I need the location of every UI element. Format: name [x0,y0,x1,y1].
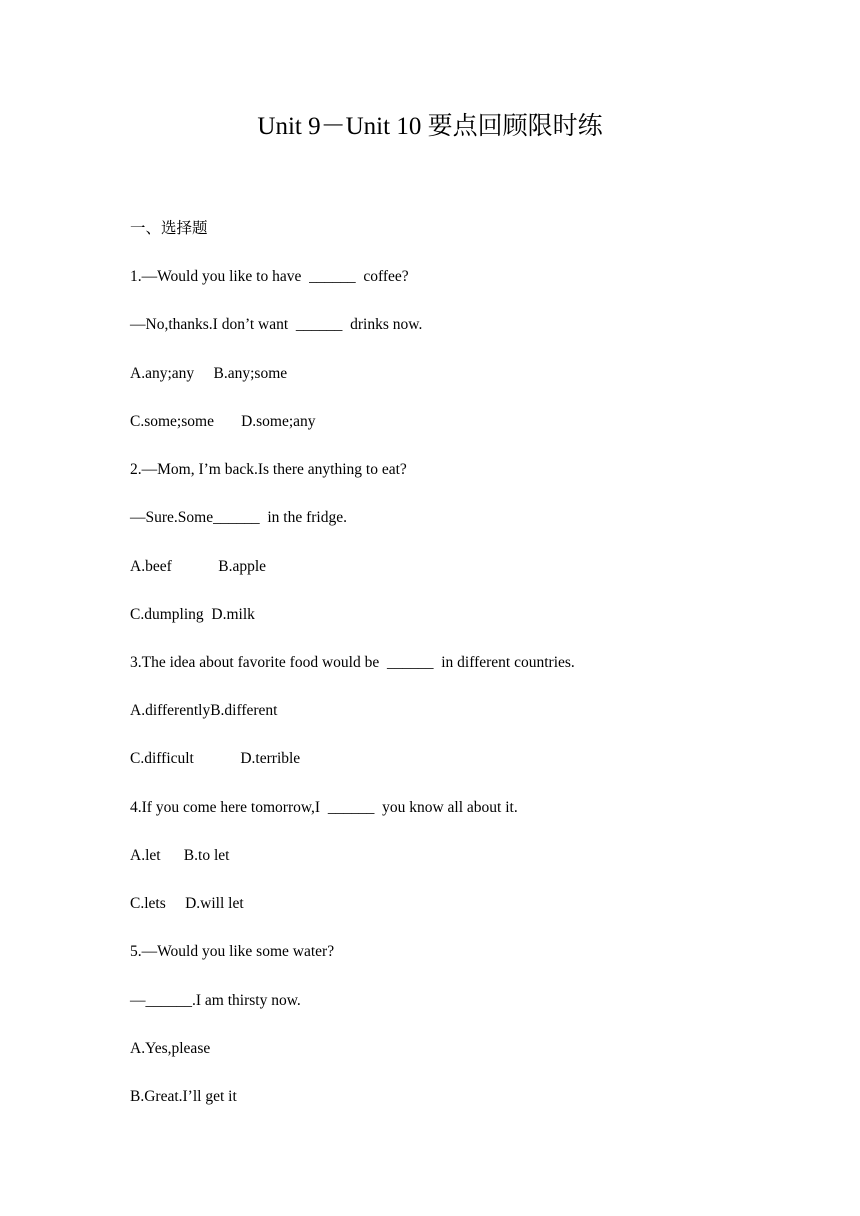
question-2: 2.—Mom, I’m back.Is there anything to eat? [130,461,407,478]
section-heading: 一、选择题 [130,220,208,237]
document-title: Unit 9－Unit 10 要点回顾限时练 [257,113,603,140]
question-2-options-cd: C.dumpling D.milk [130,606,255,623]
question-5-option-b: B.Great.I’ll get it [130,1088,237,1105]
question-3-options-cd: C.difficult D.terrible [130,750,301,767]
question-3: 3.The idea about favorite food would be ______ in different countries. [130,654,575,671]
question-1: 1.—Would you like to have ______ coffee? [130,268,409,285]
question-1-options-ab: A.any;any B.any;some [130,365,288,382]
question-4-options-cd: C.lets D.will let [130,895,244,912]
question-4-options-ab: A.let B.to let [130,847,230,864]
question-1-reply: —No,thanks.I don’t want ______ drinks now. [130,316,423,333]
question-3-options-ab: A.differentlyB.different [130,702,278,719]
question-5: 5.—Would you like some water? [130,943,335,960]
question-5-option-a: A.Yes,please [130,1040,211,1057]
question-1-options-cd: C.some;some D.some;any [130,413,316,430]
question-4: 4.If you come here tomorrow,I ______ you know all about it. [130,799,518,816]
question-2-options-ab: A.beef B.apple [130,558,267,575]
question-5-reply: —______.I am thirsty now. [130,992,301,1009]
question-2-reply: —Sure.Some______ in the fridge. [130,509,347,526]
